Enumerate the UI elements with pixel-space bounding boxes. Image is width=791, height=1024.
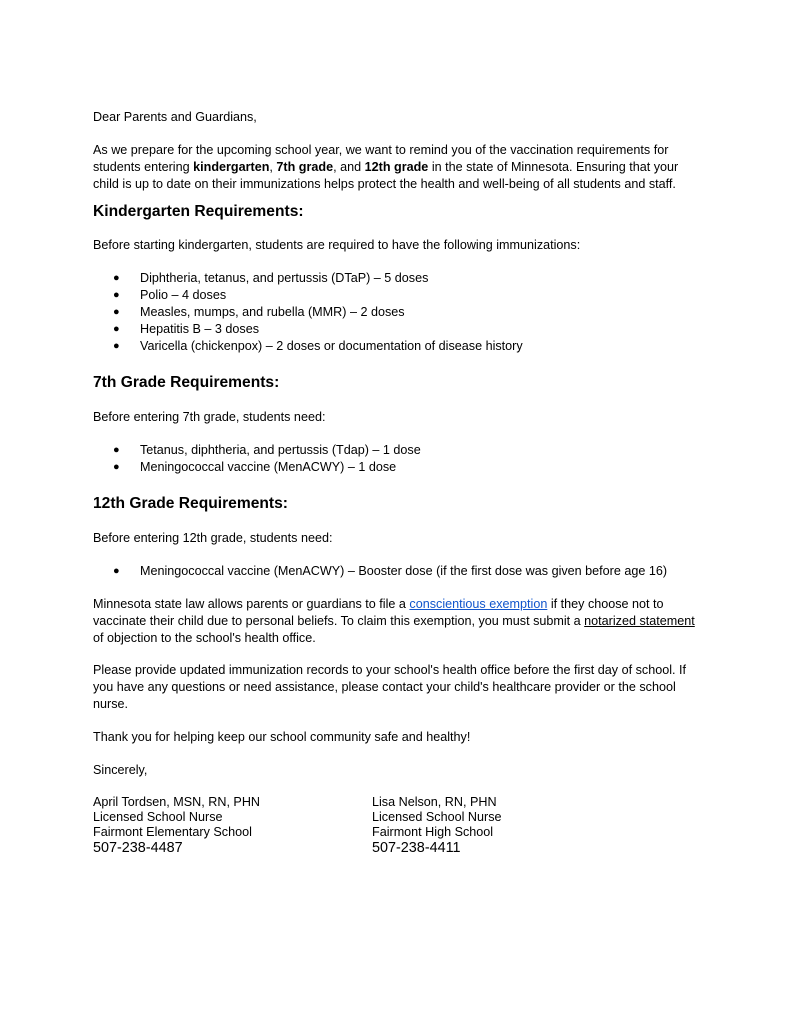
list-item-text: Hepatitis B – 3 doses: [140, 322, 260, 336]
grade12-heading: 12th Grade Requirements:: [93, 495, 288, 512]
signature-phone: 507-238-4411: [372, 840, 461, 856]
list-item-text: Polio – 4 doses: [140, 288, 227, 302]
intro-sep-2: , and: [333, 159, 365, 174]
signature-name: Lisa Nelson, RN, PHN: [372, 795, 497, 809]
records-paragraph: Please provide updated immunization records to your school's health office before the first day of school. If you have any questions or need assistance, please contact your child's healthcare provider or the school nurse.: [93, 663, 687, 711]
list-item: [93, 563, 667, 580]
bullet-icon: ●: [113, 340, 120, 352]
list-item-text: Meningococcal vaccine (MenACWY) – Booster dose (if the first dose was given before age 16): [140, 564, 668, 578]
intro-text-2: in the state of Minnesota. Ensuring that your child is up to date on their immunizations helps protect the health and well-being of all students and staff.: [93, 159, 679, 191]
list-item: [93, 442, 421, 459]
kindergarten-heading: Kindergarten Requirements:: [93, 203, 304, 220]
signature-school: Fairmont High School: [372, 825, 494, 839]
list-item-text: Measles, mumps, and rubella (MMR) – 2 doses: [140, 305, 405, 319]
list-item: [93, 287, 523, 304]
intro-bold-12th: 12th grade: [364, 159, 429, 174]
closing: Sincerely,: [93, 763, 148, 777]
exemption-paragraph: [93, 596, 703, 646]
signature-title: Licensed School Nurse: [372, 810, 502, 824]
grade12-list: [93, 563, 667, 580]
bullet-icon: ●: [113, 565, 120, 577]
intro-bold-7th: 7th grade: [276, 159, 334, 174]
signature-block-elementary: [93, 795, 260, 857]
exemption-text-2: if they choose not to vaccinate their child due to personal beliefs. To claim this exemption, you must submit a: [93, 597, 664, 628]
kindergarten-lead: Before starting kindergarten, students are required to have the following immunizations:: [93, 238, 581, 252]
grade7-list: [93, 442, 421, 476]
grade7-heading: 7th Grade Requirements:: [93, 374, 280, 391]
signature-school: Fairmont Elementary School: [93, 825, 252, 839]
signature-phone: 507-238-4487: [93, 840, 183, 856]
bullet-icon: ●: [113, 272, 120, 284]
kindergarten-list: [93, 270, 523, 355]
exemption-text-3: of objection to the school's health office.: [93, 630, 316, 645]
grade7-lead: Before entering 7th grade, students need:: [93, 410, 326, 424]
list-item-text: Tetanus, diphtheria, and pertussis (Tdap) – 1 dose: [140, 443, 421, 457]
list-item: [93, 270, 523, 287]
bullet-icon: ●: [113, 306, 120, 318]
intro-text-1: As we prepare for the upcoming school year, we want to remind you of the vaccination requirements for students entering: [93, 143, 669, 174]
bullet-icon: ●: [113, 323, 120, 335]
list-item-text: Diphtheria, tetanus, and pertussis (DTaP) – 5 doses: [140, 271, 429, 285]
thanks-paragraph: Thank you for helping keep our school community safe and healthy!: [93, 730, 471, 744]
grade12-lead: Before entering 12th grade, students need:: [93, 531, 333, 545]
intro-sep-1: ,: [269, 159, 277, 174]
bullet-icon: ●: [113, 461, 120, 473]
list-item-text: Meningococcal vaccine (MenACWY) – 1 dose: [140, 460, 397, 474]
exemption-text-1: Minnesota state law allows parents or guardians to file a: [93, 597, 410, 611]
list-item: [93, 338, 523, 355]
bullet-icon: ●: [113, 289, 120, 301]
intro-bold-kindergarten: kindergarten: [193, 159, 270, 174]
greeting: Dear Parents and Guardians,: [93, 110, 257, 124]
signature-name: April Tordsen, MSN, RN, PHN: [93, 795, 261, 809]
notarized-statement-text: notarized statement: [584, 613, 695, 628]
list-item: [93, 321, 523, 338]
intro-paragraph: [93, 142, 703, 192]
signature-block-high-school: [372, 795, 502, 857]
list-item: [93, 304, 523, 321]
list-item: [93, 459, 421, 476]
signature-title: Licensed School Nurse: [93, 810, 223, 824]
list-item-text: Varicella (chickenpox) – 2 doses or documentation of disease history: [140, 339, 523, 353]
bullet-icon: ●: [113, 444, 120, 456]
conscientious-exemption-link[interactable]: conscientious exemption: [409, 597, 548, 611]
